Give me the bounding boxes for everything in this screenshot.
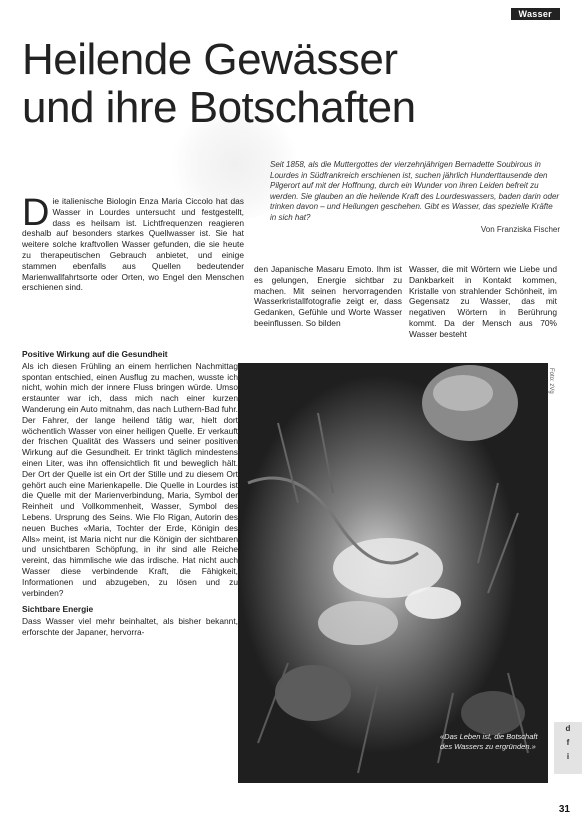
intro-lead [270,160,560,235]
photo-credit: Foto: zVg [548,368,554,394]
author-byline: Von Franziska Fischer [480,224,560,234]
water-stream-photo [238,363,548,783]
drop-cap: D [22,192,50,234]
side-tab-d: d [565,724,571,733]
title-line-1: Heilende Gewässer [22,35,398,84]
column-3: Wasser, die mit Wörtern wie Liebe und Dankbarkeit in Kontakt kommen, Kristalle von strahlender Schönheit, im Gegensatz zu Wasser, das mit negativen Wörtern in Berührung kommt. Da der Mensch aus 70% Wasser besteht [409,264,557,339]
article-title [22,36,542,132]
title-line-2: und ihre Botschaften [22,83,416,132]
column-1-text: ie italienische Biologin Enza Maria Ciccolo hat das Wasser in Lourdes untersucht und festgestellt, dass es heilsam ist. Lichtfrequenzen reagieren deshalb auf besonders starkes Quellwasser ist. Sie hat weitere solche kraftvollen Wasser gefunden, die sie heute zu therapeutischen Gebrauch anbietet, und einige stammen ebenfalls aus Quellen bedeutender Marienwallfahrtsorte oder Orten, wo Engel den Menschen erschienen sind. [22,196,244,293]
intro-text: Seit 1858, als die Muttergottes der vierzehnjährigen Bernadette Soubirous in Lourdes in Südfrankreich erschienen ist, suchen jährlich Hunderttausende den Pilgerort auf mit der Hoffnung, durch ein Wunder von ihren Leiden befreit zu werden. Sie glauben an die heilende Kraft des Lourdeswassers, baden darin oder trinken davon – und Heilungen geschehen. Gibt es Wasser, das spezielle Kräfte in sich hat? [270,160,560,222]
column-4 [22,349,238,638]
photo-caption: «Das Leben ist, die Botschaft des Wassers zu ergründen.» [440,732,538,751]
section-tag: Wasser [511,8,561,20]
photo-illustration [238,363,548,783]
page-number: 31 [558,804,570,815]
column-2: den Japanische Masaru Emoto. Ihm ist es gelungen, Energie sichtbar zu machen. Mit seinen hervorragenden Wasserkristallfotografie zeigt er, dass Gedanken, Gefühle und Worte Wasser beeinflussen. So bilden [254,264,402,328]
column-4-text-b: Dass Wasser viel mehr beinhaltet, als bisher bekannt, erforschte der Japaner, hervorra- [22,616,238,637]
heading-positive-wirkung: Positive Wirkung auf die Gesundheit [22,349,168,359]
side-tab-i: i [566,752,570,761]
language-side-tab [554,722,582,774]
column-4-text: Als ich diesen Frühling an einem herrlichen Nachmittag spontan entschied, einen Ausflug zu machen, wusste ich nicht, wohin mich der innere Fluss bringen würde. Umso erstaunter war ich, dass mich nach einer kurzen Wanderung ein Auto mitnahm, das nach Luthern-Bad fuhr. Der Fahrer, der lange heilend tätig war, hielt dort wöchentlich Wasser von einer heiligen Quelle. Er verkauft der frischen Qualität des Wassers und seiner positiven Wirkung auf die Gesundheit. Er trinkt täglich mindestens einen Liter, was ihn offensichtlich fit und beweglich hält. Der Ort der Quelle ist ein Ort der Stille und zu diesem Ort gehört auch eine Marienkapelle. Die Quelle in Lourdes ist die Quelle mit der Marienverbindung, Maria, Symbol der Reinheit und Vollkommenheit, Wasser, Symbol des Lebens. Ursprung des Seins. Wie Flo Rigan, Autorin des neuen Buches «Maria, Tochter der Erde, Königin des Alls» meint, ist Maria nicht nur die Königin der sichtbaren und unsichtbaren Schöpfung, in ihr sind alle Reiche vereint, das himmlische wie das irdische. Hat nicht auch Wasser diese verbindende Kraft, die Fähigkeit, Informationen und abzugeben, zu lösen und zu verbinden? [22,360,238,598]
side-tab-f: f [566,738,570,747]
heading-sichtbare-energie: Sichtbare Energie [22,604,94,615]
column-1 [22,192,244,293]
